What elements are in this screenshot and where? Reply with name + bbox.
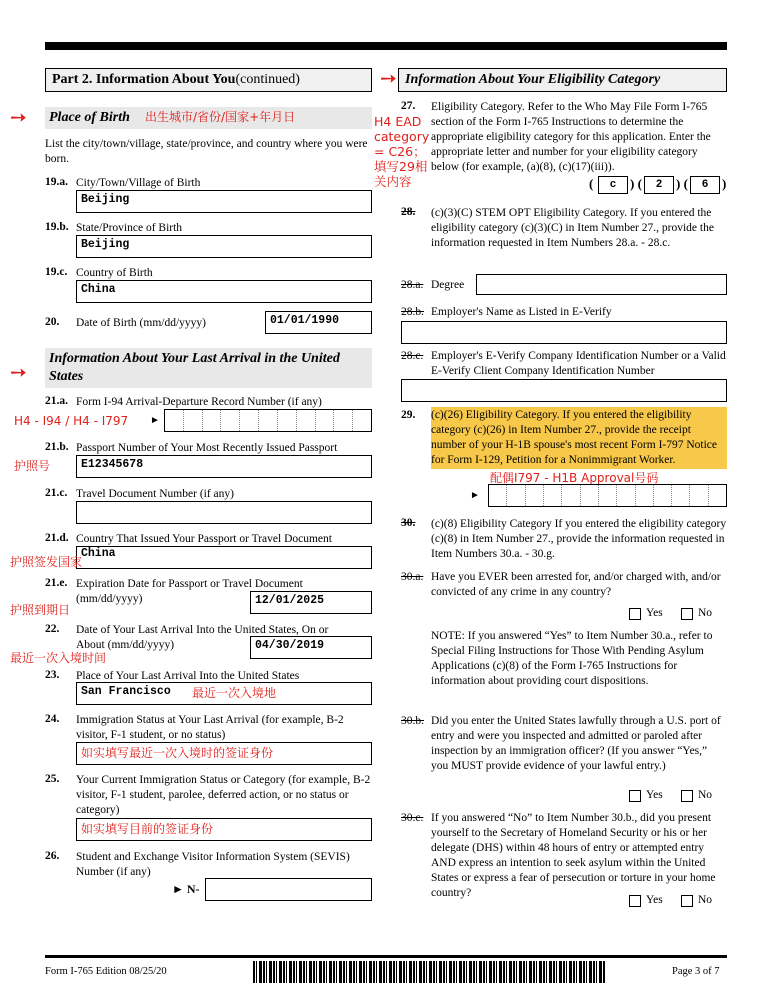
date-of-birth-field[interactable]: 01/01/1990 [265,311,372,334]
pointer-icon: ► [470,490,480,501]
note-text: NOTE: If you answered “Yes” to Item Number 30.a., refer to Special Filing Instructions for Those With Pending Asylum Applications (c)(8) of the Form I-765 Instructions for information about providing court dispositions. [431,630,713,687]
footer-page-number: Page 3 of 7 [672,966,720,977]
no-label: No [698,789,713,801]
q30b-yes-checkbox[interactable] [629,790,641,802]
q30a-yes-checkbox[interactable] [629,608,641,620]
arrow-icon: ➙ [380,66,397,90]
issuing-country-annotation: 护照签发国家 [10,555,83,569]
item-number: 30.a. [401,571,424,583]
footer-rule [45,955,727,958]
dob-label: Date of Birth (mm/dd/yyyy) [76,317,206,329]
barcode [253,961,605,983]
q30c-text: If you answered “No” to Item Number 30.b., did you present yourself to the Secretary of Homeland Security or his or her delegate (DHS) within 48 hours of entry or attempted entry AND express an intention to seek asylum within the United States or express a fear of persecution or torture in your home country? [431,812,716,899]
issuing-country-label: Country That Issued Your Passport or Travel Document [76,533,332,545]
passport-label: Passport Number of Your Most Recently Issued Passport [76,442,338,454]
q30a-no-checkbox[interactable] [681,608,693,620]
item-number: 19.a. [45,176,68,188]
arrival-date-label: Date of Your Last Arrival Into the United States, On or [76,624,329,636]
arrival-place-label: Place of Your Last Arrival Into the United States [76,670,300,682]
yes-label: Yes [646,607,663,619]
everify-id-field[interactable] [401,379,727,402]
category-letter-box[interactable]: c [598,176,628,194]
item-number: 21.d. [45,532,69,544]
degree-field[interactable] [476,274,727,295]
q30c-yes-checkbox[interactable] [629,895,641,907]
current-status-label: Your Current Immigration Status or Category (for example, B-2 visitor, F-1 student, parolee, deferred action, or no status or category) [76,774,371,816]
everify-label: Employer's E-Verify Company Identification Number or a Valid E-Verify Client Company Identification Number [431,350,726,377]
paren: ) [722,176,727,191]
degree-label: Degree [431,279,465,291]
q30b-no-checkbox[interactable] [681,790,693,802]
item-number: 24. [45,713,60,725]
paren: ) ( [630,176,642,191]
travel-document-field[interactable] [76,501,372,524]
receipt-number-field[interactable] [488,484,727,507]
item-number: 23. [45,669,60,681]
arrow-icon: ➙ [10,105,27,129]
q30-text: (c)(8) Eligibility Category If you entered the eligibility category (c)(8) in Item Number 27., provide the information requested in Item Numbers 30.a. - 30.g. [431,518,727,560]
q30c-no-checkbox[interactable] [681,895,693,907]
last-arrival-heading: Information About Your Last Arrival in the United States [45,348,372,388]
item-number: 26. [45,850,60,862]
city-of-birth-field[interactable]: Beijing [76,190,372,213]
yes-label: Yes [646,894,663,906]
place-of-birth-instructions: List the city/town/village, state/province, and country where you were born. [45,138,368,165]
place-of-birth-annotation: 出生城市/省份/国家+年月日 [145,110,296,124]
status-arrival-annotation: 如实填写最近一次入境时的签证身份 [81,746,274,760]
item-number: 30. [401,517,416,529]
arrival-date-label-format: About (mm/dd/yyyy) [76,639,175,651]
arrow-icon: ➙ [10,360,27,384]
travel-doc-label: Travel Document Number (if any) [76,488,234,500]
expiration-label-format: (mm/dd/yyyy) [76,593,143,605]
item-number: 28.b. [401,306,424,318]
employer-name-field[interactable] [401,321,727,344]
q28-text: (c)(3)(C) STEM OPT Eligibility Category. If you entered the eligibility category (c)(3)(C) in Item Number 27., provide the information requested in Item Numbers 28.a. - 28.c. [431,207,714,249]
category-number-box[interactable]: 2 [644,176,674,194]
item-number: 21.b. [45,441,69,453]
q29-annotation: 配偶I797 - H1B Approval号码 [490,471,659,485]
expiration-label: Expiration Date for Passport or Travel Document [76,578,303,590]
arrival-place-annotation: 最近一次入境地 [192,686,277,700]
passport-expiration-field[interactable]: 12/01/2025 [250,591,372,614]
i94-number-field[interactable] [164,409,372,432]
yes-label: Yes [646,789,663,801]
item-number: 19.c. [45,266,68,278]
issuing-country-field[interactable]: China [76,546,372,569]
country-label: Country of Birth [76,267,153,279]
current-status-annotation: 如实填写目前的签证身份 [81,822,214,836]
sevis-label: Student and Exchange Visitor Information System (SEVIS) Number (if any) [76,851,350,878]
no-label: No [698,607,713,619]
arrival-place-field[interactable]: San Francisco [76,682,372,705]
item-number: 30.c. [401,812,424,824]
category-subnumber-box[interactable]: 6 [690,176,720,194]
item-number: 22. [45,623,60,635]
item-number: 30.b. [401,715,424,727]
item-number: 28.a. [401,279,424,291]
item-number: 29. [401,409,416,421]
state-of-birth-field[interactable]: Beijing [76,235,372,258]
employer-name-label: Employer's Name as Listed in E-Verify [431,306,612,318]
i94-annotation: H4 - I94 / H4 - I797 [14,414,129,428]
status-arrival-label: Immigration Status at Your Last Arrival (for example, B-2 visitor, F-1 student, or no status) [76,714,344,741]
paren: ( [589,176,594,191]
top-rule [45,42,727,50]
arrival-date-field[interactable]: 04/30/2019 [250,636,372,659]
expiration-annotation: 护照到期日 [10,603,71,617]
q30a-text: Have you EVER been arrested for, and/or charged with, and/or convicted of any crime in any country? [431,571,721,598]
item-number: 28. [401,206,416,218]
item-number: 21.e. [45,577,68,589]
q29-text: (c)(26) Eligibility Category. If you entered the eligibility category (c)(26) in Item Number 27., provide the receipt number of your H-1B spouse's most recent Form I-797 Notice for Form I-129, Petition for a Nonimmigrant Worker. [431,407,727,469]
q27-annotation: H4 EAD category = C26；填写29相关内容 [374,114,430,189]
no-label: No [698,894,713,906]
country-of-birth-field[interactable]: China [76,280,372,303]
part-header: Part 2. Information About You (continued) [45,68,372,92]
sevis-number-field[interactable] [205,878,372,901]
item-number: 27. [401,100,416,112]
paren: ) ( [676,176,688,191]
state-label: State/Province of Birth [76,222,183,234]
passport-annotation: 护照号 [14,459,51,473]
arrival-date-annotation: 最近一次入境时间 [10,651,107,665]
pointer-icon: ► [150,415,160,426]
i94-label: Form I-94 Arrival-Departure Record Number (if any) [76,396,322,408]
item-number: 20. [45,316,60,328]
q30b-text: Did you enter the United States lawfully through a U.S. port of entry and were you inspected and admitted or paroled after inspection by an immigration officer? (If you answer “Yes,” you MUST provide evidence of your lawful entry.) [431,715,721,772]
place-of-birth-heading: Place of Birth [45,107,372,129]
item-number: 21.c. [45,487,68,499]
passport-number-field[interactable]: E12345678 [76,455,372,478]
q27-text: Eligibility Category. Refer to the Who May File Form I-765 section of the Form I-765 Instructions to determine the appropriate eligibility category for this application. Enter the appropriate letter and number for your eligibility category below (for example, (a)(8), (c)(17)(iii)). [431,101,711,173]
item-number: 25. [45,773,60,785]
item-number: 28.c. [401,350,424,362]
city-label: City/Town/Village of Birth [76,177,201,189]
item-number: 19.b. [45,221,69,233]
item-number: 21.a. [45,395,68,407]
footer-form-edition: Form I-765 Edition 08/25/20 [45,966,167,977]
eligibility-header: Information About Your Eligibility Category [398,68,727,92]
sevis-prefix: ► N- [172,882,200,896]
